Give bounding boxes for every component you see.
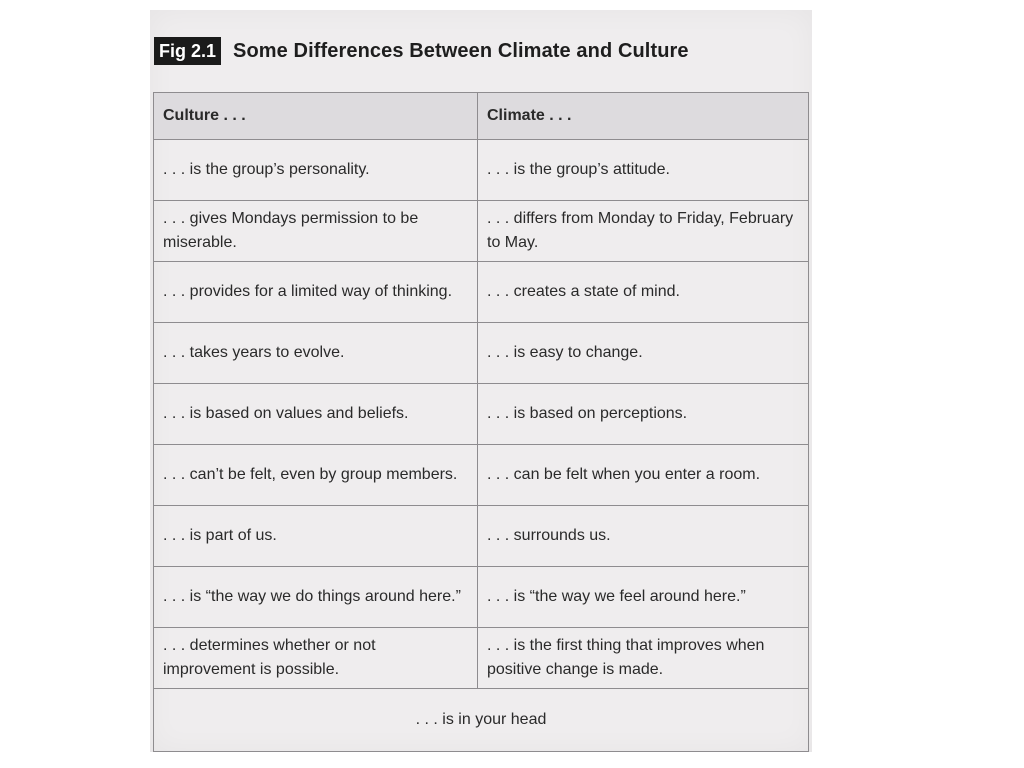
figure-label: Fig 2.1 bbox=[154, 37, 221, 65]
table-row bbox=[154, 201, 809, 262]
climate-cell: . . . is the first thing that improves when positive change is made. bbox=[478, 628, 809, 689]
climate-cell: . . . can be felt when you enter a room. bbox=[478, 445, 809, 506]
culture-cell: . . . can’t be felt, even by group members. bbox=[154, 445, 478, 506]
table-row bbox=[154, 323, 809, 384]
figure-title: Some Differences Between Climate and Culture bbox=[233, 39, 689, 62]
table-row bbox=[154, 567, 809, 628]
climate-cell: . . . surrounds us. bbox=[478, 506, 809, 567]
table-footer-row bbox=[154, 689, 809, 752]
culture-cell: . . . is based on values and beliefs. bbox=[154, 384, 478, 445]
book-page bbox=[150, 10, 812, 752]
climate-cell: . . . is based on perceptions. bbox=[478, 384, 809, 445]
figure-header bbox=[154, 37, 689, 65]
culture-cell: . . . determines whether or not improvement is possible. bbox=[154, 628, 478, 689]
climate-cell: . . . creates a state of mind. bbox=[478, 262, 809, 323]
culture-cell: . . . takes years to evolve. bbox=[154, 323, 478, 384]
table-row bbox=[154, 628, 809, 689]
table-row bbox=[154, 140, 809, 201]
column-header-culture: Culture . . . bbox=[154, 93, 478, 140]
comparison-table bbox=[153, 92, 809, 752]
table-row bbox=[154, 384, 809, 445]
climate-cell: . . . is easy to change. bbox=[478, 323, 809, 384]
table-row bbox=[154, 506, 809, 567]
table-row bbox=[154, 445, 809, 506]
culture-cell: . . . is “the way we do things around here.” bbox=[154, 567, 478, 628]
table-header-row bbox=[154, 93, 809, 140]
shared-trait-cell: . . . is in your head bbox=[154, 689, 809, 752]
column-header-climate: Climate . . . bbox=[478, 93, 809, 140]
culture-cell: . . . is part of us. bbox=[154, 506, 478, 567]
culture-cell: . . . is the group’s personality. bbox=[154, 140, 478, 201]
climate-cell: . . . differs from Monday to Friday, February to May. bbox=[478, 201, 809, 262]
culture-cell: . . . provides for a limited way of thinking. bbox=[154, 262, 478, 323]
culture-cell: . . . gives Mondays permission to be miserable. bbox=[154, 201, 478, 262]
climate-cell: . . . is “the way we feel around here.” bbox=[478, 567, 809, 628]
table-row bbox=[154, 262, 809, 323]
climate-cell: . . . is the group’s attitude. bbox=[478, 140, 809, 201]
